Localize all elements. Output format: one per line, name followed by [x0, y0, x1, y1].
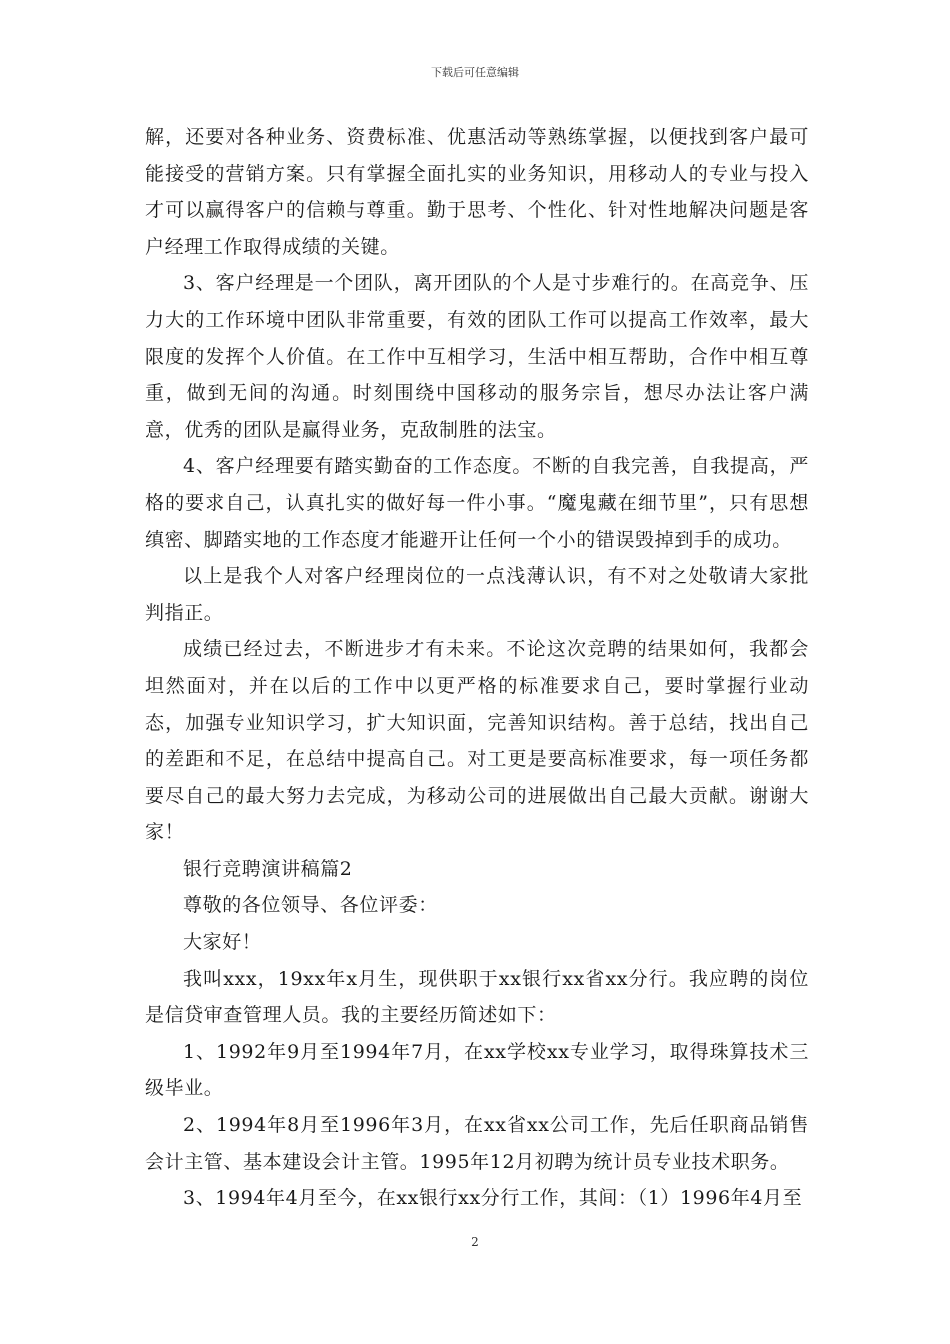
page-number: 2 [471, 1235, 479, 1249]
paragraph: 2、1994年8月至1996年3月，在xx省xx公司工作，先后任职商品销售会计主管、基本建设会计主管。1995年12月初聘为统计员专业技术职务。 [145, 1114, 809, 1173]
paragraph: 成绩已经过去，不断进步才有未来。不论这次竞聘的结果如何，我都会坦然面对，并在以后的工作中以更严格的标准要求自己，要时掌握行业动态，加强专业知识学习，扩大知识面，完善知识结构。善于总结，找出自己的差距和不足，在总结中提高自己。对工更是要高标准要求，每一项任务都要尽自己的最大努力去完成，为移动公司的进展做出自己最大贡献。谢谢大家！ [145, 638, 809, 844]
paragraph: 1、1992年9月至1994年7月，在xx学校xx专业学习，取得珠算技术三级毕业。 [145, 1040, 809, 1100]
greeting: 大家好！ [183, 931, 262, 954]
section-title: 银行竞聘演讲稿篇2 [183, 857, 353, 880]
paragraph: 我叫xxx，19xx年x月生，现供职于xx银行xx省xx分行。我应聘的岗位是信贷审查管理人员。我的主要经历简述如下： [145, 967, 809, 1027]
page-header-note: 下载后可任意编辑 [431, 66, 519, 79]
paragraph: 解，还要对各种业务、资费标准、优惠活动等熟练掌握，以便找到客户最可能接受的营销方案。只有掌握全面扎实的业务知识，用移动人的专业与投入才可以赢得客户的信赖与尊重。勤于思考、个性化、针对性地解决问题是客户经理工作取得成绩的关键。 [145, 126, 809, 258]
paragraph: 以上是我个人对客户经理岗位的一点浅薄认识，有不对之处敬请大家批判指正。 [145, 565, 809, 624]
salutation: 尊敬的各位领导、各位评委： [183, 894, 438, 917]
paragraph: 3、客户经理是一个团队，离开团队的个人是寸步难行的。在高竞争、压力大的工作环境中团队非常重要，有效的团队工作可以提高工作效率，最大限度的发挥个人价值。在工作中互相学习，生活中相互帮助，合作中相互尊重，做到无间的沟通。时刻围绕中国移动的服务宗旨，想尽办法让客户满意，优秀的团队是赢得业务，克敌制胜的法宝。 [145, 272, 809, 441]
paragraph: 4、客户经理要有踏实勤奋的工作态度。不断的自我完善，自我提高，严格的要求自己，认真扎实的做好每一件小事。“魔鬼藏在细节里”，只有思想缜密、脚踏实地的工作态度才能避开让任何一个小的错误毁掉到手的成功。 [145, 455, 809, 551]
paragraph: 3、1994年4月至今，在xx银行xx分行工作，其间：（1）1996年4月至 [183, 1187, 803, 1210]
document-body [145, 119, 809, 1217]
